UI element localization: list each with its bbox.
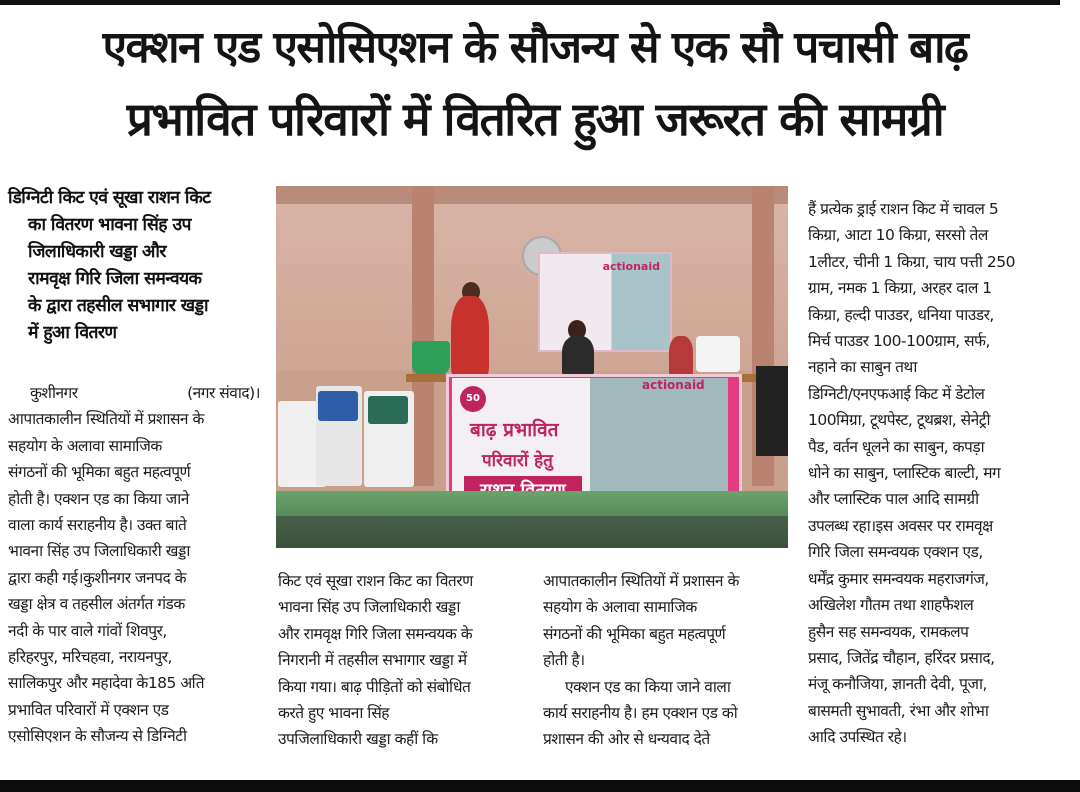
col-line: आपातकालीन स्थितियों में प्रशासन के (543, 572, 739, 590)
col-line: गिरि जिला समन्वयक एक्शन एड, (808, 543, 983, 562)
col-line: बासमती सुभावती, रंभा और शोभा (808, 701, 989, 720)
col-line: पैड, वर्तन धूलने का साबुन, कपड़ा (808, 437, 985, 456)
col-line: वाला कार्य सराहनीय है। उक्त बाते (8, 516, 187, 535)
subhead-line: डिग्निटी किट एवं सूखा राशन किट (8, 188, 211, 208)
headline-line-2: प्रभावित परिवारों में वितरित हुआ जरूरत की सामग्री (126, 92, 944, 146)
col-line: द्वारा कही गई।कुशीनगर जनपद के (8, 568, 187, 587)
photo-pillar (412, 186, 434, 486)
subhead-line: में हुआ वितरण (28, 323, 117, 343)
banner-logo: actionaid (642, 378, 705, 392)
kit-bag-blue (318, 391, 358, 421)
col-line: सहयोग के अलावा सामाजिक (543, 598, 697, 617)
speaker-figure (451, 296, 489, 376)
col-line: करते हुए भावना सिंह (278, 704, 390, 723)
col-line: आदि उपस्थित रहे। (808, 728, 907, 747)
article-column-1 (8, 380, 260, 750)
article-column-2 (278, 568, 528, 753)
col-line: धर्मेंद्र कुमार समन्वयक महराजगंज, (808, 569, 989, 588)
col-line: निगरानी में तहसील सभागार खड्डा में (278, 651, 467, 670)
seated-person-figure (669, 336, 693, 376)
col-line: किट एवं सूखा राशन किट का वितरण (278, 572, 473, 590)
back-banner (538, 252, 672, 352)
banner-text-1: बाढ़ प्रभावित (470, 419, 559, 441)
col-line: सालिकपुर और महादेवा के185 अति (8, 674, 205, 693)
photo-beam (276, 186, 788, 204)
col-line: खड्डा क्षेत्र व तहसील अंतर्गत गंडक (8, 595, 185, 614)
col-line: 1लीटर, चीनी 1 किग्रा, चाय पत्ती 250 (808, 252, 1015, 271)
top-rule (0, 0, 1060, 5)
subhead-line: के द्वारा तहसील सभागार खड्डा (28, 296, 208, 316)
col-line: अखिलेश गौतम तथा शाहफैशल (808, 596, 974, 615)
col-line: हैं प्रत्येक ड्राई राशन किट में चावल 5 (808, 200, 999, 218)
dateline-source: (नगर संवाद)। (187, 384, 260, 402)
kit-bag-green (368, 396, 408, 424)
dateline (8, 380, 260, 406)
article-column-3 (543, 568, 788, 753)
col-line: संगठनों की भूमिका बहुत महत्वपूर्ण (543, 624, 726, 643)
col-line: होती है। (543, 651, 585, 670)
col-line: हुसैन सह समन्वयक, रामकलप (808, 622, 969, 641)
back-banner-logo: actionaid (602, 260, 660, 273)
col-line: 100मिग्रा, टूथपेस्ट, टूथब्रश, सेनेट्री (808, 411, 991, 430)
col-line: मिर्च पाउडर 100-100ग्राम, सर्फ, (808, 332, 990, 351)
floor-shadow (276, 516, 788, 548)
dateline-place: कुशीनगर (30, 384, 78, 402)
col-line: उपलब्ध रहा।इस अवसर पर रामवृक्ष (808, 516, 993, 535)
col-line: संगठनों की भूमिका बहुत महत्वपूर्ण (8, 463, 191, 482)
col-line: प्रसाद, जितेंद्र चौहान, हरिंदर प्रसाद, (808, 648, 995, 667)
green-bucket (412, 341, 450, 375)
seated-person-figure (562, 336, 594, 376)
banner-text-2: परिवारों हेतु (482, 451, 553, 471)
col-line: किग्रा, हल्दी पाउडर, धनिया पाउडर, (808, 305, 994, 324)
bottom-rule (0, 780, 1080, 792)
col-line: नहाने का साबुन तथा (808, 358, 917, 377)
col-line: प्रभावित परिवारों में एक्शन एड (8, 700, 169, 719)
subhead-line: रामवृक्ष गिरि जिला समन्वयक (28, 269, 202, 289)
subhead-line: जिलाधिकारी खड्डा और (28, 242, 166, 262)
col-line: उपजिलाधिकारी खड्डा कहीं कि (278, 730, 438, 749)
col-line: आपातकालीन स्थितियों में प्रशासन के (8, 410, 204, 429)
col-line: एक्शन एड का किया जाने वाला (565, 677, 731, 696)
headline-line-1: एक्शन एड एसोसिएशन के सौजन्य से एक सौ पचासी बाढ़ (102, 22, 968, 73)
col-line: डिग्निटी/एनएफआई किट में डेटोल (808, 384, 985, 403)
col-line: भावना सिंह उप जिलाधिकारी खड्डा (8, 542, 190, 561)
col-line: धोने का साबुन, प्लास्टिक बाल्टी, मग (808, 464, 1001, 483)
col-line: मंजू कनौजिया, ज्ञानती देवी, पूजा, (808, 675, 987, 694)
white-bucket (696, 336, 740, 372)
subhead-line: का वितरण भावना सिंह उप (28, 215, 191, 235)
col-line: किग्रा, आटा 10 किग्रा, सरसो तेल (808, 226, 988, 245)
col-line: हरिहरपुर, मरिचहवा, नरायनपुर, (8, 648, 172, 667)
subheadline (8, 185, 266, 347)
col-line: और रामवृक्ष गिरि जिला समन्वयक के (278, 624, 473, 643)
col-line: एसोसिएशन के सौजन्य से डिग्निटी (8, 727, 187, 746)
col-line: भावना सिंह उप जिलाधिकारी खड्डा (278, 598, 460, 617)
col-line: होती है। एक्शन एड का किया जाने (8, 489, 189, 508)
col-line: ग्राम, नमक 1 किग्रा, अरहर दाल 1 (808, 279, 992, 298)
event-photo (276, 186, 788, 548)
banner-badge: 50 (460, 386, 486, 412)
col-line: और प्लास्टिक पाल आदि सामग्री (808, 490, 979, 509)
col-line: किया गया। बाढ़ पीड़ितों को संबोधित (278, 677, 471, 696)
article-column-4 (808, 196, 1056, 751)
col-line: नदी के पार वाले गांवों शिवपुर, (8, 621, 167, 640)
col-line: प्रशासन की ओर से धन्यवाद देते (543, 730, 710, 749)
chair (756, 366, 788, 456)
col-line: सहयोग के अलावा सामाजिक (8, 436, 162, 455)
col-line: कार्य सराहनीय है। हम एक्शन एड को (543, 704, 738, 723)
